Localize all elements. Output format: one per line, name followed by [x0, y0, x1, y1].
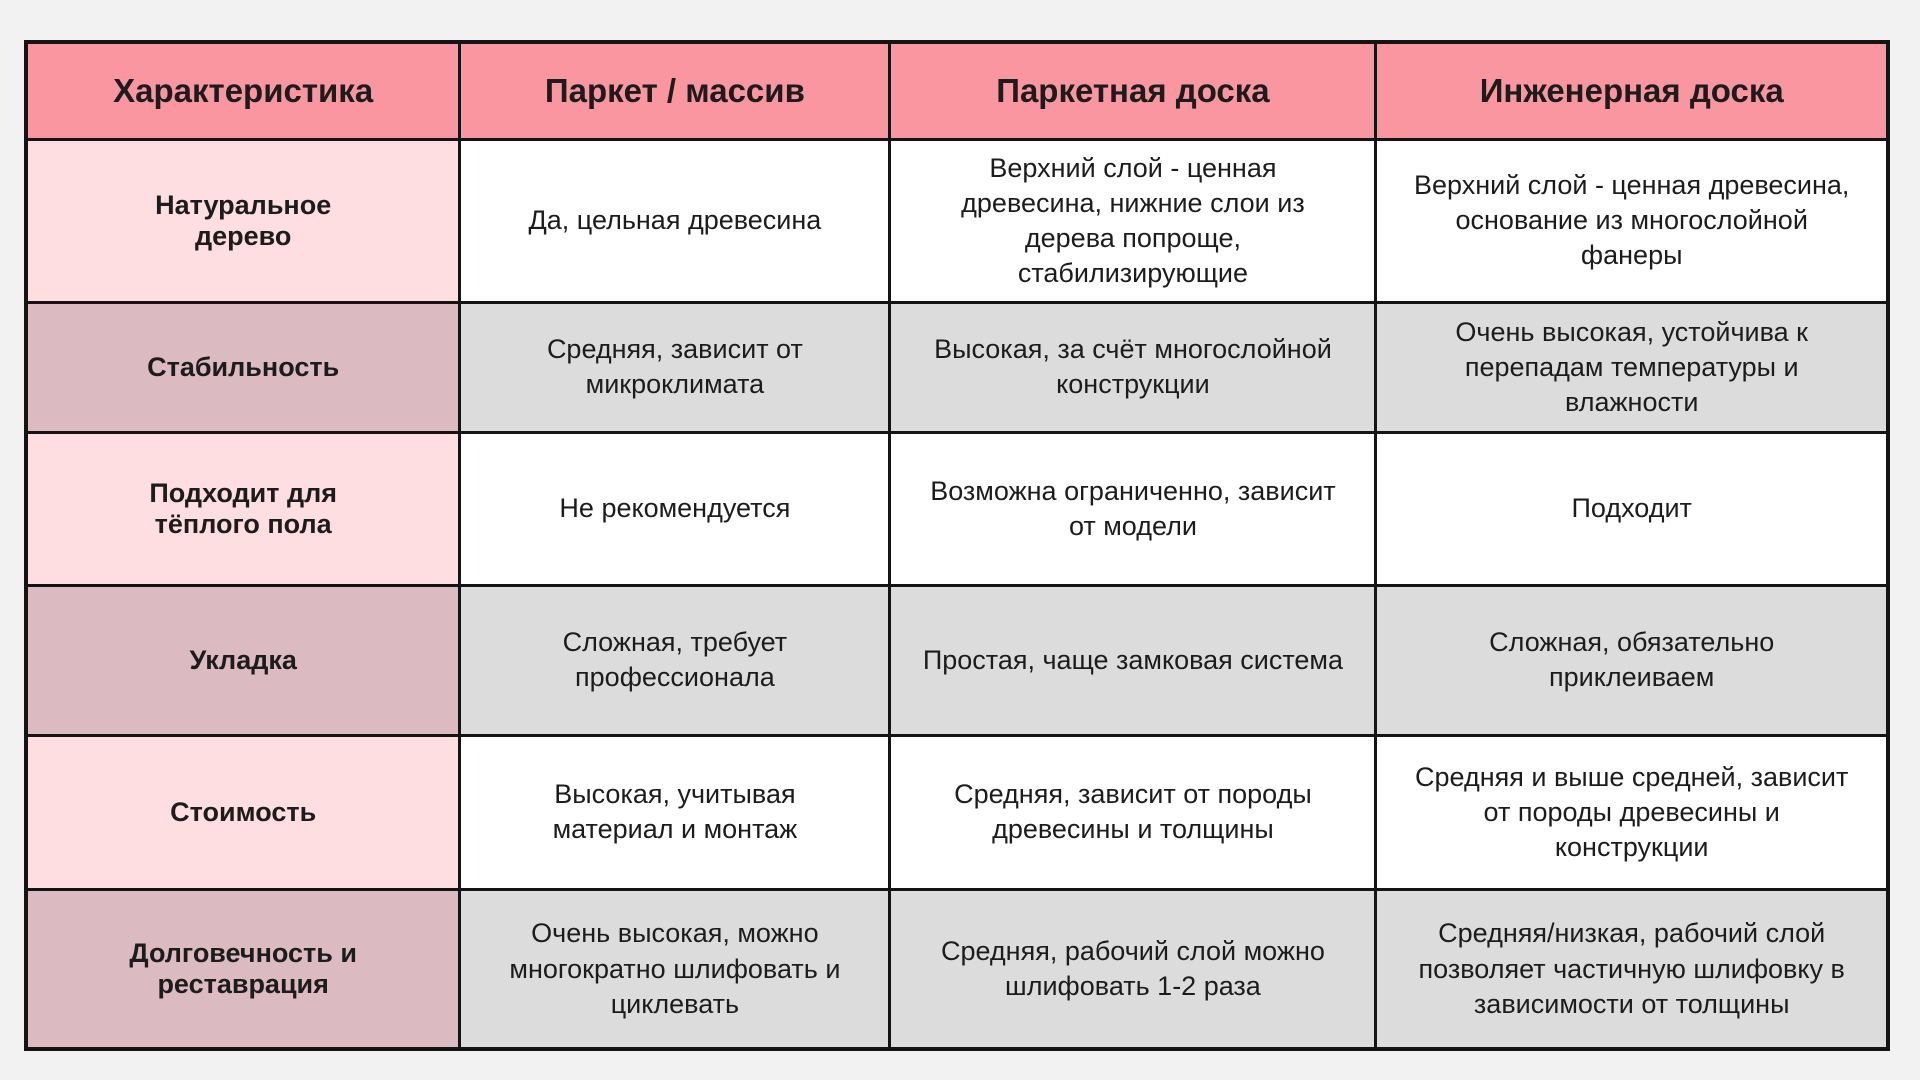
table-cell: Сложная, требует профессионала: [460, 585, 890, 735]
table-cell: Высокая, учитывая материал и монтаж: [460, 735, 890, 889]
row-label: [26, 889, 460, 1049]
table-cell: Средняя, зависит от микроклимата: [460, 302, 890, 432]
table-row-natural-wood: [26, 139, 1888, 302]
column-header-characteristic: Характеристика: [26, 42, 460, 139]
table-cell: Средняя, рабочий слой можно шлифовать 1-2 раза: [890, 889, 1376, 1049]
table-cell: Очень высокая, можно многократно шлифовать и циклевать: [460, 889, 890, 1049]
row-label: [26, 139, 460, 302]
column-header-parquet-board: Паркетная доска: [890, 42, 1376, 139]
table-cell: Верхний слой - ценная древесина, основание из многослойной фанеры: [1376, 139, 1888, 302]
row-label: [26, 735, 460, 889]
table-row-installation: [26, 585, 1888, 735]
row-label-text: Натуральное дерево: [155, 189, 332, 251]
row-label: [26, 302, 460, 432]
row-label: [26, 585, 460, 735]
row-label-text: Стоимость: [170, 796, 317, 827]
column-header-engineered-board: Инженерная доска: [1376, 42, 1888, 139]
row-label-text: Подходит для тёплого пола: [149, 477, 337, 539]
table-cell: Возможна ограниченно, зависит от модели: [890, 432, 1376, 585]
table-row-cost: [26, 735, 1888, 889]
row-label-text: Укладка: [189, 644, 297, 675]
table-cell: Сложная, обязательно приклеиваем: [1376, 585, 1888, 735]
row-label-text: Стабильность: [147, 351, 340, 382]
table-cell: Средняя и выше средней, зависит от породы древесины и конструкции: [1376, 735, 1888, 889]
table-cell: Простая, чаще замковая система: [890, 585, 1376, 735]
table-cell: Средняя/низкая, рабочий слой позволяет частичную шлифовку в зависимости от толщины: [1376, 889, 1888, 1049]
row-label-text: Долговечность и реставрация: [129, 938, 357, 1000]
row-label: [26, 432, 460, 585]
table-cell: Высокая, за счёт многослойной конструкции: [890, 302, 1376, 432]
table-row-underfloor-heating: [26, 432, 1888, 585]
table-cell: Да, цельная древесина: [460, 139, 890, 302]
table-cell: Средняя, зависит от породы древесины и толщины: [890, 735, 1376, 889]
column-header-parquet-massive: Паркет / массив: [460, 42, 890, 139]
table-cell: Не рекомендуется: [460, 432, 890, 585]
comparison-table: [24, 40, 1890, 1051]
table-row-stability: [26, 302, 1888, 432]
table-cell: Очень высокая, устойчива к перепадам температуры и влажности: [1376, 302, 1888, 432]
header-row: [26, 42, 1888, 139]
table-cell: Верхний слой - ценная древесина, нижние слои из дерева попроще, стабилизирующие: [890, 139, 1376, 302]
table-row-durability-restoration: [26, 889, 1888, 1049]
table-cell: Подходит: [1376, 432, 1888, 585]
